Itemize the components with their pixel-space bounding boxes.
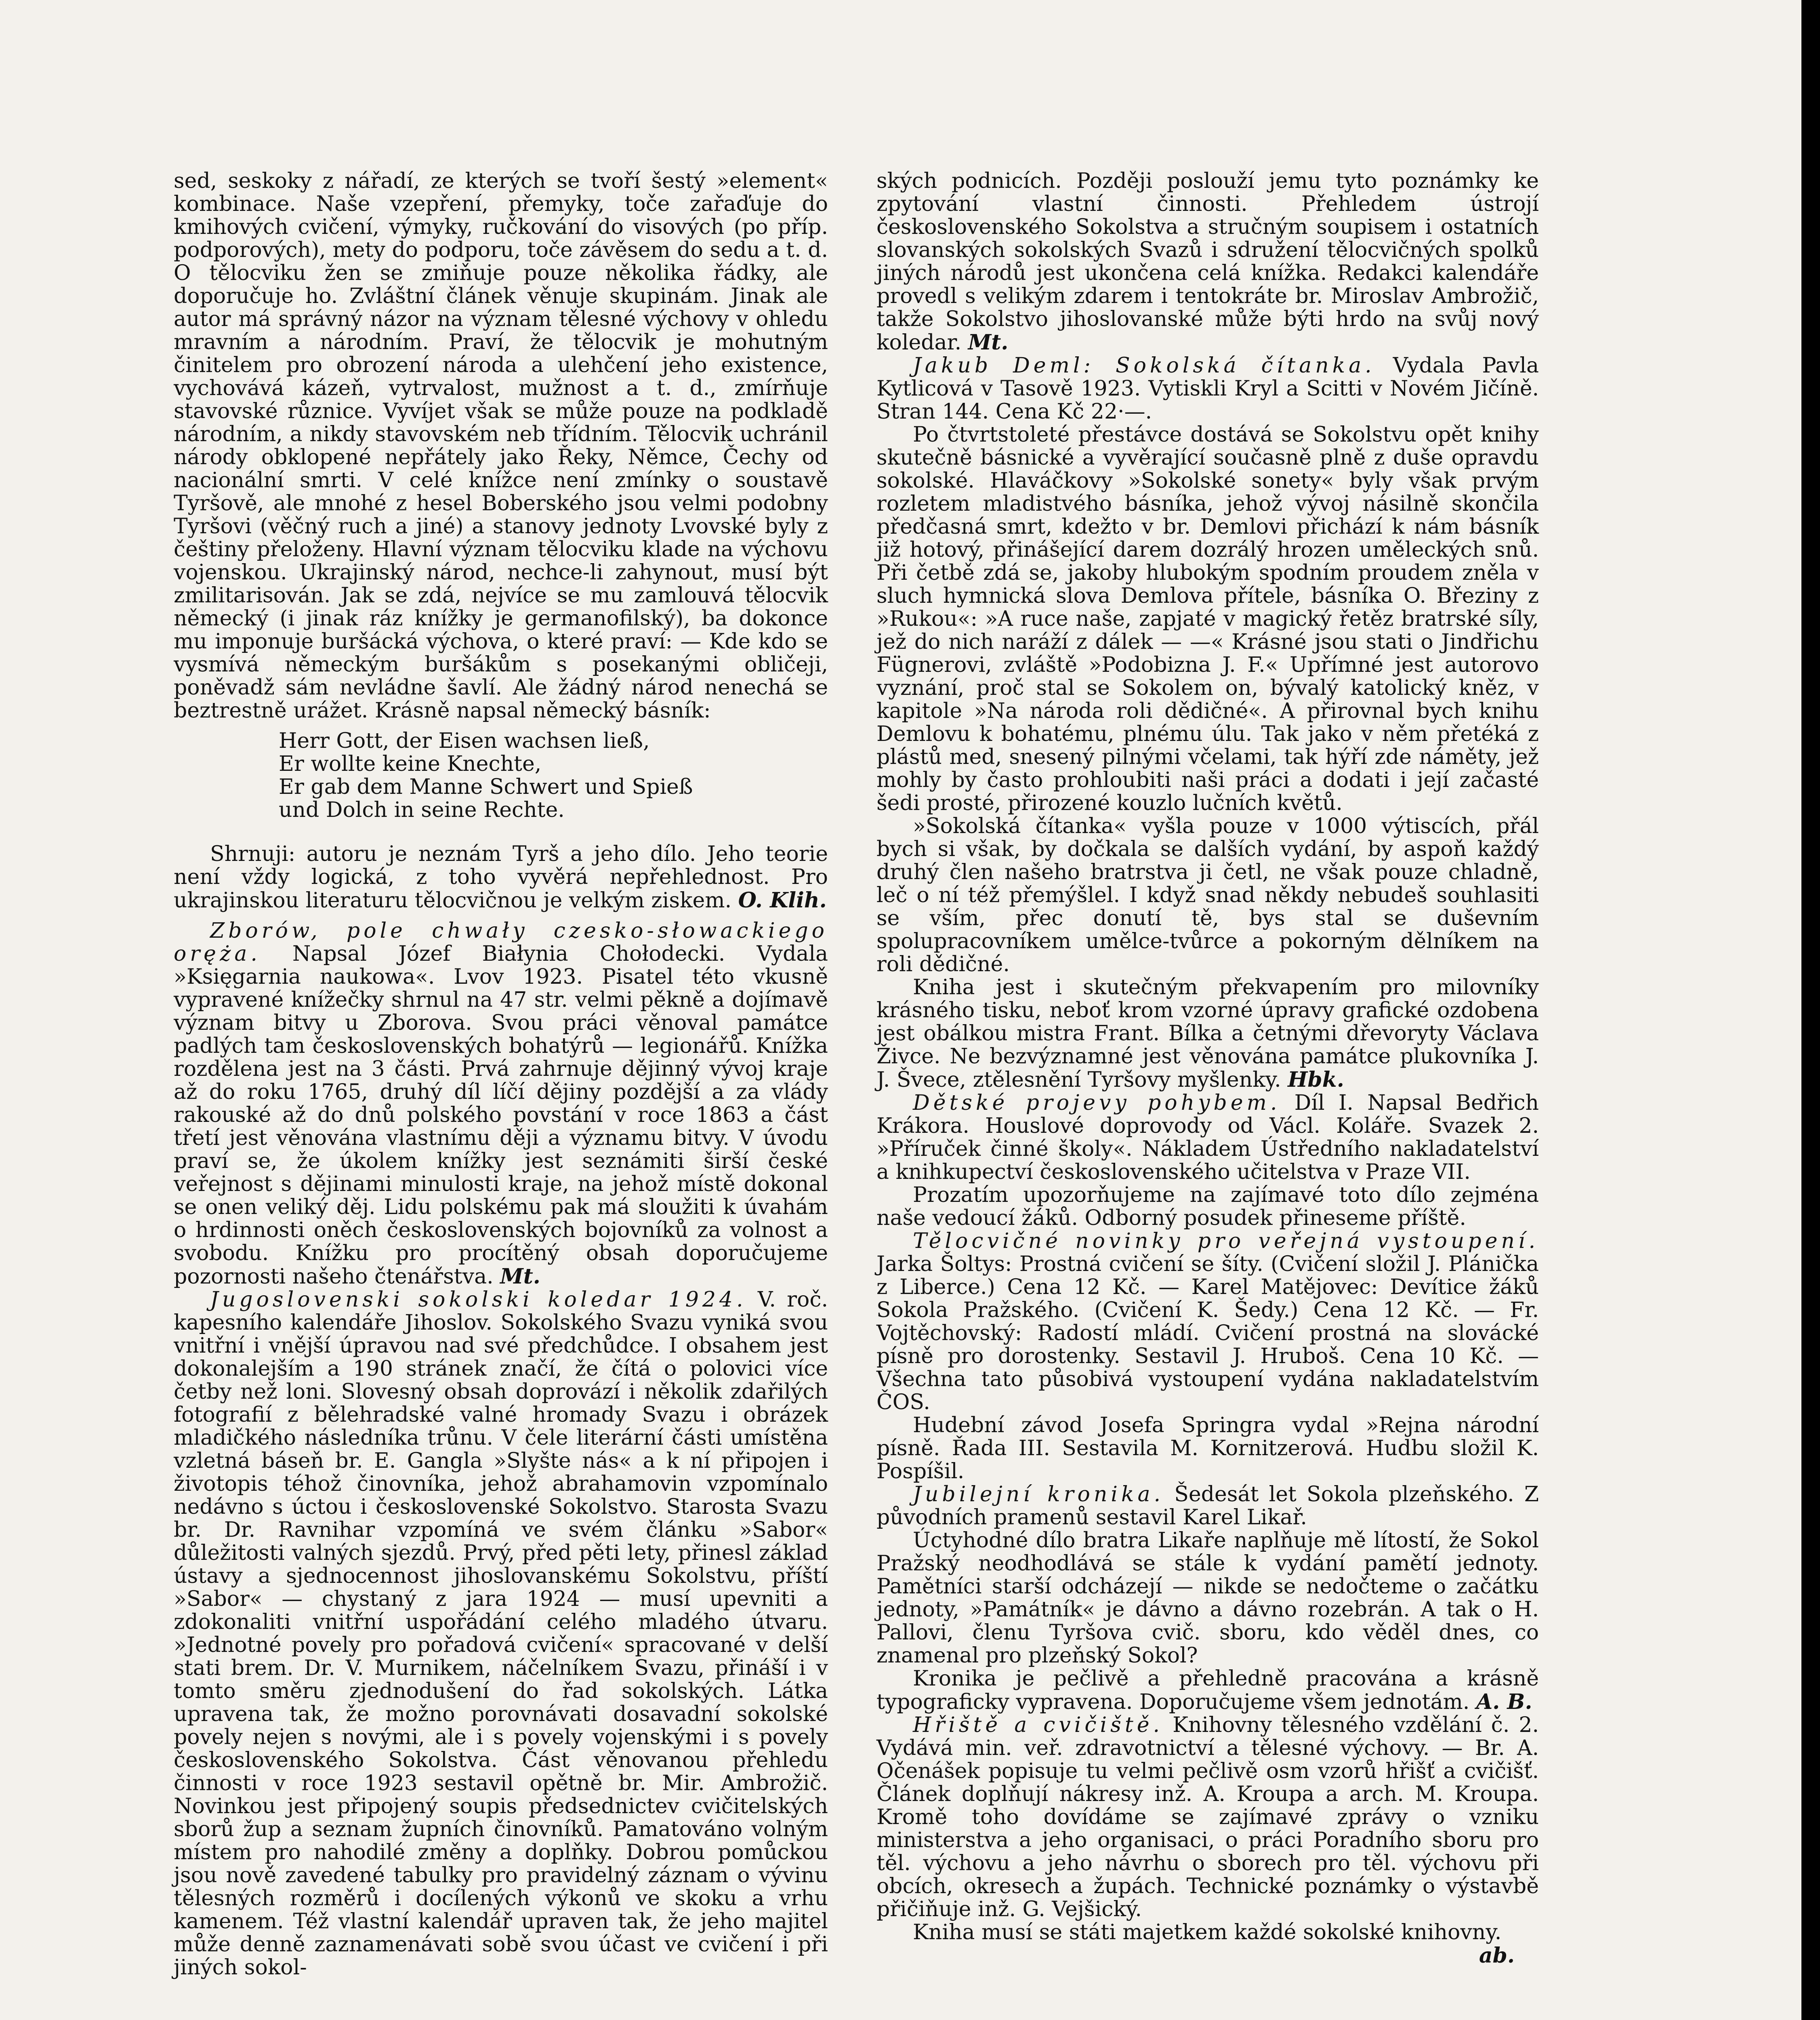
review-paragraph: sed, seskoky z nářadí, ze kterých se tvoří šestý »element« kombinace. Naše vzepření, přemyky, toče zařaďuje do kmihových cvičení, výmyky, ručkování do visových (po příp. podporových), mety do podporu, toče závěsem do sedu a t. d. O tělocviku žen se zmiňuje pouze několika řádky, ale doporučuje ho. Zvláštní článek věnuje skupinám. Jinak ale autor má správný názor na význam tělesné výchovy v ohledu mravním a národním. Praví, že tělocvik je mohutným činitelem pro obrození národa a ulehčení jeho existence, vychovává kázeň, vytrvalost, mužnost a t. d., zmírňuje stavovské různice. Vyvíjet však se může pouze na podkladě národním, a nikdy stavovském neb třídním. Tělocvik uchránil národy obklopené nepřátely jako Řeky, Němce, Čechy od nacionální smrti. V celé knížce není zmínky o soustavě Tyršově, ale mnohé z hesel Boberského jsou velmi podobny Tyršovi (věčný ruch a jiné) a stanovy jednoty Lvovské byly z češtiny přeloženy. Hlavní význam tělocviku klade na výchovu vojenskou. Ukrajinský národ, nechce-li zahynout, musí být zmilitarisován. Jak se zdá, nejvíce se mu zamlouvá tělocvik německý (i jinak ráz knížky je germanofilský), ba dokonce mu imponuje buršácká výchova, o které praví: — Kde kdo se vysmívá německým buršákům s posekanými obličeji, poněvadž sám nevládne šavlí. Ale žádný národ nenechá se beztrestně urážet. Krásně napsal německý básník: [174,169,828,723]
review-entry [174,920,828,1288]
review-entry [876,1230,1539,1414]
review-paragraph: Kniha musí se státi majetkem každé sokolské knihovny. [913,1920,1502,1944]
book-title: Dětské projevy pohybem. [913,1091,1281,1115]
book-title: Tělocvičné novinky pro veřejná vystoupení. [913,1229,1539,1253]
paragraph-text: Vydala Pavla Kytlicová v Tasově 1923. Vytiskli Kryl a Scitti v Novém Jičíně. Stran 144. Cena Kč 22·—. [876,354,1539,424]
paragraph-text: V. roč. kapesního kalendáře Jihoslov. Sokolského Svazu vyniká svou vnitřní i vnější úpravou nad své předchůdce. I obsahem jest dokonalejším a 190 stránek značí, že čítá o polovici více četby než loni. Slovesný obsah doprovází i několik zdařilých fotografií z bělehradské valné hromady Svazu i obrázek mladičkého následníka trůnu. V čele literární části umístěna vzletná báseň br. E. Gangla »Slyšte nás« a k ní připojen i životopis téhož činovníka, jehož abrahamovin vzpomínalo nedávno s úctou i československé Sokolstvo. Starosta Svazu br. Dr. Ravnihar vzpomíná ve svém článku »Sabor« důležitosti valných sjezdů. Prvý, před pěti lety, přinesl základ ústavy a sjednocennost jihoslovanskému Sokolstvu, příští »Sabor« — chystaný z jara 1924 — musí upevniti a zdokonaliti vnitřní uspořádání celého mladého útvaru. »Jednotné povely pro pořadová cvičení« spracované v delší stati brem. Dr. V. Murnikem, náčelníkem Svazu, přináší i v tomto směru zjednodušení do řad sokolských. Látka upravena tak, že možno porovnávati dosavadní sokolské povely nejen s novými, ale i s povely vojenskými i s povely československého Sokolstva. Část věnovanou přehledu činnosti v roce 1923 sestavil opětně br. Mir. Ambrožič. Novinkou jest připojený soupis předsednictev cvičitelských sborů žup a seznam župních činovníků. Pamatováno volným místem pro nahodilé změny a doplňky. Dobrou pomůckou jsou nově zavedené tabulky pro pravidelný záznam o vývinu tělesných rozměrů i docílených výkonů ve skoku a vrhu kamenem. Též vlastní kalendář upraven tak, že jeho majitel může denně zaznamenávati sobě svou účast ve cvičení i při jiných sokol- [174,1288,828,1980]
book-title: Jugoslovenski sokolski koledar 1924. [210,1288,747,1312]
review-paragraph [174,843,828,912]
left-column [174,170,828,1979]
paragraph-text: Kronika je pečlivě a přehledně pracována a krásně typograficky vypravena. Doporučujeme všem jednotám. [876,1666,1539,1714]
review-entry [876,1714,1539,1921]
review-entry [174,1288,828,1979]
poem-line: und Dolch in seine Rechte. [279,798,565,822]
author-signature: Mt. [968,330,1009,355]
paragraph-text: Šedesát let Sokola plzeňského. Z původních pramenů sestavil Karel Likař. [876,1482,1539,1530]
paragraph-text: Knihovny tělesného vzdělání č. 2. Vydává min. veř. zdravotnictví a tělesné výchovy. — Br. A. Očenášek popisuje tu velmi pečlivě osm vzorů hřišť a cvičišť. Článek doplňují nákresy inž. A. Kroupa a arch. M. Kroupa. Kromě toho dovídáme se zajímavé zprávy o vzniku ministerstva a jeho organisaci, o práci Poradního sboru pro těl. výchovu a jeho návrhu o sborech pro těl. výchovu při obcích, okresech a župách. Technické poznámky o výstavbě přičiňuje inž. G. Vejšický. [876,1713,1539,1921]
poem-line: Er wollte keine Knechte, [279,752,542,776]
review-paragraph: Po čtvrtstoleté přestávce dostává se Sokolstvu opět knihy skutečně básnické a vyvěrající současně plně z duše opravdu sokolské. Hlaváčkovy »Sokolské sonety« byly však prvým rozletem mladistvého básníka, jehož vývoj násilně skončila předčasná smrt, kdežto v br. Demlovi přichází k nám básník již hotový, přinášející darem dozrálý hrozen uměleckých snů. Při četbě zdá se, jakoby hlubokým spodním proudem zněla v sluch hymnická slova Demlova přítele, básníka O. Březiny z »Rukou«: »A ruce naše, zapjaté v magický řetěz bratrské síly, jež do nich naráží z dálek — —« Krásné jsou stati o Jindřichu Fügnerovi, zvláště »Podobizna J. F.« Upřímné jest autorovo vyznání, proč stal se Sokolem on, bývalý katolický kněz, v kapitole »Na národa roli dědičné«. A přirovnal bych knihu Demlovu k bohatému, plnému úlu. Tak jako v něm přetéká z plástů med, snesený pilnými včelami, tak hýří zde náměty, jež mohly by často prohloubiti naši práci a dodati i její začasté šedi prosté, přirozené kouzlo lučních květů. [876,423,1539,815]
review-entry [876,354,1539,423]
right-column [876,170,1539,1967]
poem-line: Er gab dem Manne Schwert und Spieß [279,775,693,799]
paragraph-text: Kniha jest i skutečným překvapením pro milovníky krásného tisku, neboť krom vzorné úpravy grafické ozdobena jest obálkou mistra Frant. Bílka a četnými dřevoryty Václava Živce. Ne bezvýznamné jest věnována památce plukovníka J. J. Švece, ztělesnění Tyršovy myšlenky. [876,975,1539,1092]
closing-signature-line [876,1944,1539,1967]
author-signature: A. B. [1476,1690,1532,1714]
paragraph-text: Shrnuji: autoru je neznám Tyrš a jeho dílo. Jeho teorie není vždy logická, z toho vyvěrá nepřehlednost. Pro ukrajinskou literaturu tělocvičnou je velkým ziskem. [174,842,828,913]
author-signature: ab. [1479,1943,1515,1968]
review-paragraph: Hudební závod Josefa Springra vydal »Rejna národní písně. Řada III. Sestavila M. Kornitzerová. Hudbu složil K. Pospíšil. [876,1413,1539,1483]
paragraph-text: Napsal Józef Białynia Chołodecki. Vydala »Księgarnia naukowa«. Lvov 1923. Pisatel této vkusně vypravené knížečky shrnul na 47 str. velmi pěkně a dojímavě význam bitvy u Zborova. Svou práci věnoval památce padlých tam československých bohatýrů — legionářů. Knížka rozdělena jest na 3 části. Prvá zahrnuje dějinný vývoj kraje až do roku 1765, druhý díl líčí dějiny pozdější a za vlády rakouské až do dnů polského povstání v roce 1863 a část třetí jest věnována vlastnímu ději a významu bitvy. V úvodu praví se, že úkolem knížky jest seznámiti širší české veřejnost s dějinami minulosti kraje, na jehož místě dokonal se onen veliký děj. Lidu polskému pak má sloužiti k úvahám o hrdinnosti oněch československých bojovníků za volnost a svobodu. Knížku pro procítěný obsah doporučujeme pozornosti našeho čtenářstva. [174,942,828,1289]
book-title: Zborów, pole chwały czesko-słowackiego oręża. [174,919,828,966]
paragraph-text: Jarka Šoltys: Prostná cvičení se šíty. (Cvičení složil J. Plánička z Liberce.) Cena 12 Kč. — Karel Matějovec: Devítice žáků Sokola Pražského. (Cvičení K. Šedy.) Cena 12 Kč. — Fr. Vojtěchovský: Radostí mládí. Cvičení prostná na slovácké písně pro dorostenky. Sestavil J. Hruboš. Cena 10 Kč. — Všechna tato působivá vystoupení vydána nakladatelstvím ČOS. [876,1252,1539,1414]
review-entry [876,1092,1539,1184]
review-paragraph: »Sokolská čítanka« vyšla pouze v 1000 výtiscích, přál bych si však, by dočkala se dalších vydání, by aspoň každý druhý člen našeho bratrstva ji četl, ne však pouze chladně, leč o ní též přemýšlel. I když snad někdy nebudeš souhlasiti se vším, přec donutí tě, bys stal se duševním spolupracovníkem umělce-tvůrce a pokorným dělníkem na roli dědičné. [876,814,1539,976]
paragraph-text: ských podnicích. Později poslouží jemu tyto poznámky ke zpytování vlastní činnosti. Přehledem ústrojí československého Sokolstva a stručným soupisem i ostatních slovanských sokolských Svazů i sdružení tělocvičných spolků jiných národů jest ukončena celá knížka. Redakci kalendáře provedl s velikým zdarem i tentokráte br. Miroslav Ambrožič, takže Sokolstvo jihoslovanské může býti hrdo na svůj nový koledar. [876,169,1539,355]
review-paragraph [876,1667,1539,1714]
author-signature: Hbk. [1288,1067,1344,1092]
poem-quote [279,730,828,822]
paragraph-text: Díl I. Napsal Bedřich Krákora. Houslové doprovody od Václ. Koláře. Svazek 2. »Příruček činné školy«. Nákladem Ústředního nakladatelství a knihkupectví československého učitelstva v Praze VII. [876,1091,1539,1184]
book-title: Jakub Deml: Sokolská čítanka. [913,354,1375,378]
book-title: Jubilejní kronika. [913,1482,1164,1507]
review-paragraph: Úctyhodné dílo bratra Likaře naplňuje mě lítostí, že Sokol Pražský neodhodlává se stále k vydání pamětí jednoty. Pamětníci starší odcházejí — nikde se nedočteme o začátku jednoty, »Památník« je dávno a dávno rozebrán. A tak o H. Pallovi, členu Tyršova cvič. sboru, kdo věděl dnes, co znamenal pro plzeňský Sokol? [876,1528,1539,1668]
poem-line: Herr Gott, der Eisen wachsen ließ, [279,729,650,753]
author-signature: Mt. [500,1264,540,1289]
review-paragraph: Prozatím upozorňujeme na zajímavé toto dílo zejména naše vedoucí žáků. Odborný posudek přineseme příště. [876,1183,1539,1230]
review-entry [876,1483,1539,1529]
review-paragraph [876,976,1539,1092]
author-signature: O. Klih. [738,888,827,913]
review-paragraph [876,170,1539,354]
book-title: Hřiště a cvičiště. [913,1713,1164,1737]
